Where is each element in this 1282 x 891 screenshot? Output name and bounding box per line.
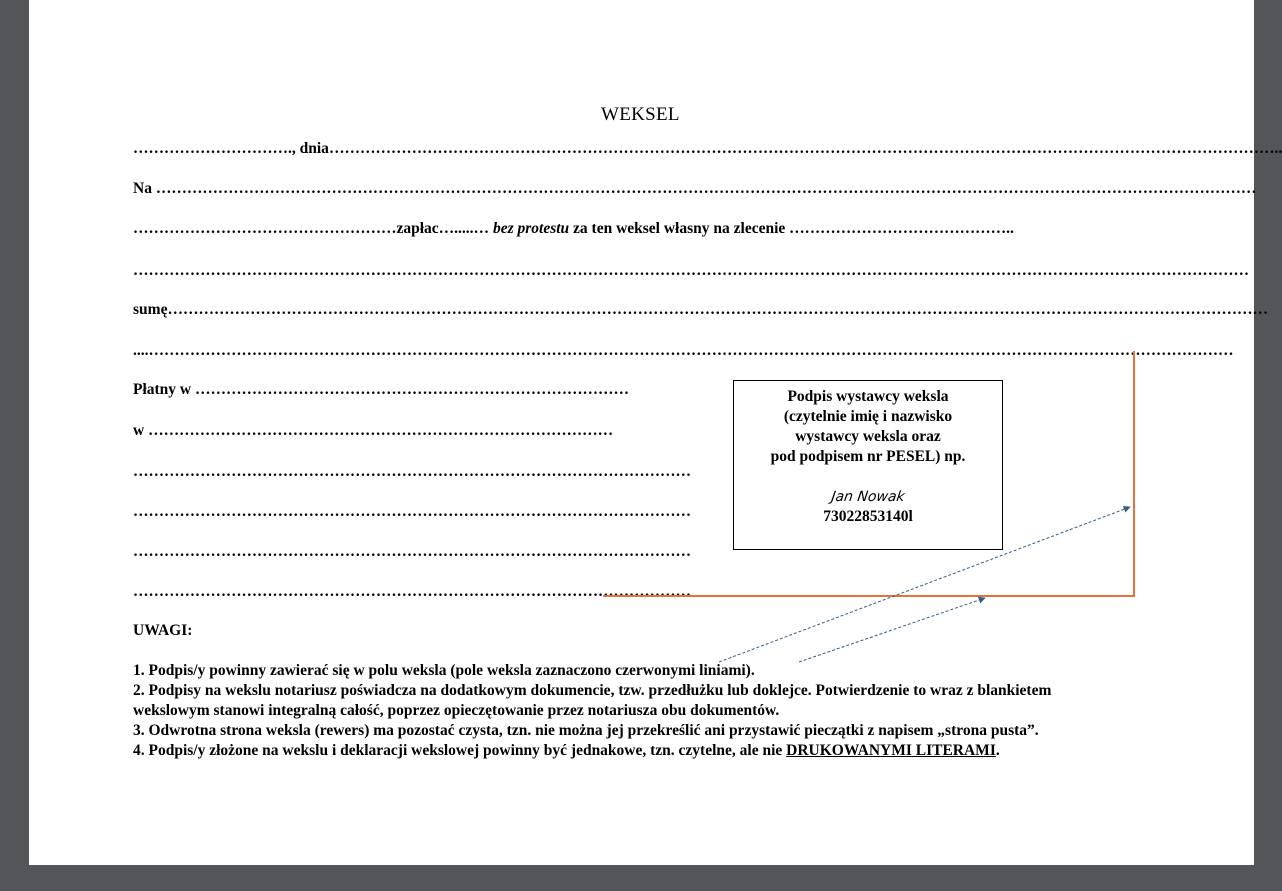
payable-in-label: Płatny w [133,381,195,398]
blank-field-1[interactable]: ……………………………………………………………………………………………… [133,463,691,480]
pay-label: zapłac….....… [396,220,490,237]
order-label: za ten weksel własny na zlecenie [569,220,790,237]
note-2b: wekslowym stanowi integralną całość, poprzez opieczętowanie przez notariusza obu dokumentów. [133,702,780,719]
blank-field-2[interactable]: ……………………………………………………………………………………………… [133,503,691,520]
sample-signature: Jan Nowak [830,489,906,505]
signature-box-line-2: (czytelnie imię i nazwisko [783,408,953,425]
document-title: WEKSEL [601,104,680,125]
order-field[interactable]: …………………………………….. [789,220,1014,237]
payable-in-field[interactable]: ………………………………………………………………………… [195,381,629,398]
w-label: w [133,422,149,439]
note-3: 3. Odwrotna strona weksla (rewers) ma pozostać czysta, tzn. nie można jej przekreślić ani przystawić pieczątki z napisem „strona pusta”. [133,722,1039,739]
notes-heading: UWAGI: [133,622,193,639]
pay-date-field[interactable]: …………………………………………… [133,220,397,237]
document-page [29,0,1282,865]
sum-words-field[interactable]: ....………………………………………………………………………………………………………………………………………………………………………………………… [133,342,1234,359]
sample-pesel: 73022853140l [823,508,913,525]
bez-protestu-label: bez protestu [489,220,570,237]
note-2a: 2. Podpisy na wekslu notariusz poświadcza na dodatkowym dokumencie, tzw. przedłużku lub doklejce. Potwierdzenie to wraz z blankietem [133,682,1052,699]
note-1: 1. Podpis/y powinny zawierać się w polu weksla (pole weksla zaznaczono czerwonymi liniami). [133,662,755,679]
signature-box-line-4: pod podpisem nr PESEL) np. [770,448,966,465]
sum-field[interactable]: …………………………………………………………………………………………………………………………………………………………………………………………… [167,301,1268,318]
payee-label: Na [133,180,156,197]
signature-box-line-1: Podpis wystawcy weksla [787,388,949,405]
note-4-emphasis: DRUKOWANYMI LITERAMI [786,742,996,759]
w-field[interactable]: ……………………………………………………………………………… [148,422,614,439]
date-field[interactable]: ………………………………………………………………………………………………………………………………………………………………….. [328,140,1282,157]
sum-label: sumę [133,301,168,318]
order-continuation-field[interactable]: ……………………………………………………………………………………………………………………………………………………………………………………………… [133,262,1249,279]
blank-field-3[interactable]: ……………………………………………………………………………………………… [133,543,691,560]
signature-box [733,380,1003,550]
signature-box-line-3: wystawcy weksla oraz [795,428,941,445]
arrow-to-bottom-edge [799,598,985,662]
note-4-text: 4. Podpis/y złożone na wekslu i deklaracji wekslowej powinny być jednakowe, tzn. czytelne, ale nie [133,742,787,759]
payee-field[interactable]: …………………………………………………………………………………………………………………………………………………………………………………………… [155,180,1257,197]
place-field[interactable]: …………………………. [133,140,292,157]
blank-field-4[interactable]: ……………………………………………………………………………………………… [133,583,691,600]
date-label: , dnia [291,140,329,157]
note-4-end: . [995,742,1000,759]
note-4 [133,741,1000,761]
